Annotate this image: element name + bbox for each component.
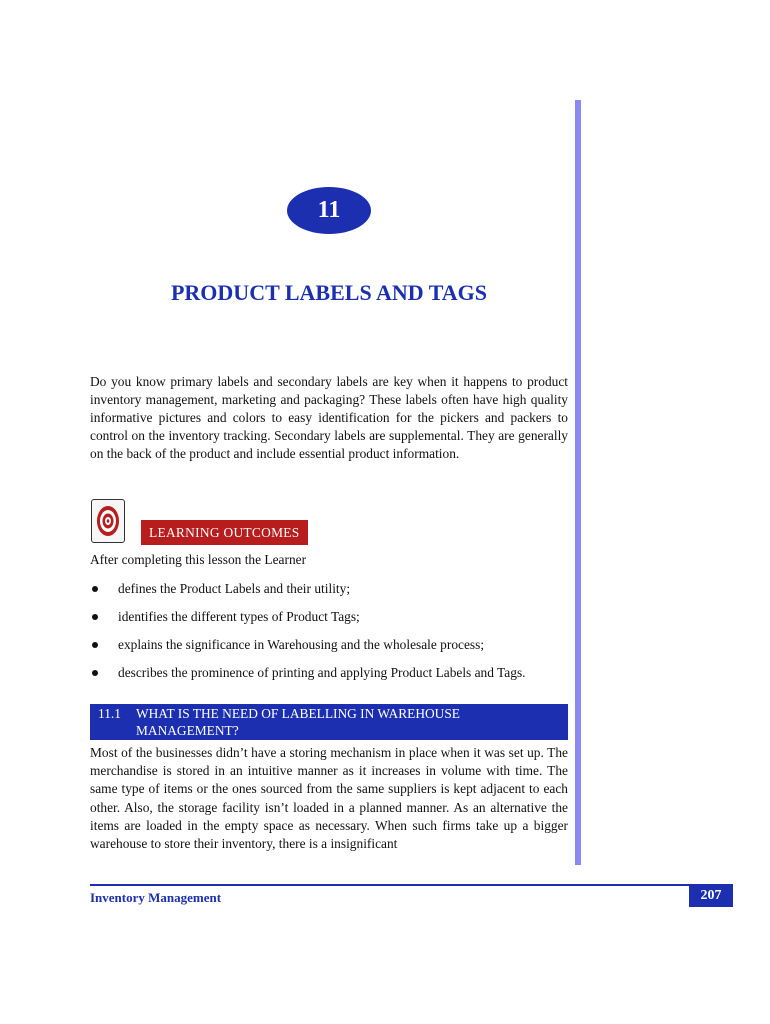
chapter-number-badge: 11 bbox=[287, 187, 371, 234]
bullet-icon bbox=[92, 586, 98, 592]
chapter-title: PRODUCT LABELS AND TAGS bbox=[170, 280, 488, 305]
footer-rule bbox=[90, 884, 733, 886]
section-heading-line1: WHAT IS THE NEED OF LABELLING IN WAREHOUSE bbox=[136, 706, 460, 721]
section-body-text: Most of the businesses didn’t have a storing mechanism in place when it was set up. The merchandise is stored in an intuitive manner as it increases in volume with time. The same type of items or the ones sourced from the same suppliers is kept adjacent to each other. Also, the storage facility isn’t loaded in a planned manner. As an alternative the items are loaded in the empty space as necessary. When such firms take up a bigger warehouse to store their inventory, there is a insignificant bbox=[90, 745, 568, 852]
bullet-icon bbox=[92, 642, 98, 648]
learning-outcomes-label: LEARNING OUTCOMES bbox=[141, 520, 308, 545]
outcomes-list bbox=[90, 580, 570, 692]
bullet-icon bbox=[92, 670, 98, 676]
section-heading bbox=[90, 704, 568, 740]
footer-book-title: Inventory Management bbox=[90, 890, 222, 905]
list-item bbox=[90, 608, 570, 636]
outcomes-lead-text: After completing this lesson the Learner bbox=[90, 552, 307, 567]
section-heading-line2: MANAGEMENT? bbox=[136, 723, 239, 738]
list-item bbox=[90, 664, 570, 692]
target-icon bbox=[91, 499, 125, 543]
margin-side-bar bbox=[575, 100, 581, 865]
list-item bbox=[90, 636, 570, 664]
section-number: 11.1 bbox=[98, 706, 121, 721]
page-number: 207 bbox=[689, 885, 733, 907]
intro-paragraph: Do you know primary labels and secondary labels are key when it happens to product inventory management, marketing and packaging? These labels often have high quality informative pictures and colors to easy identification for the pickers and packers to control on the inventory tracking. Secondary labels are supplemental. They are generally on the back of the product and include essential product information. bbox=[90, 374, 568, 461]
bullet-icon bbox=[92, 614, 98, 620]
outcome-text: identifies the different types of Product Tags; bbox=[118, 609, 360, 624]
outcome-text: describes the prominence of printing and applying Product Labels and Tags. bbox=[118, 665, 526, 680]
outcome-text: explains the significance in Warehousing and the wholesale process; bbox=[118, 637, 485, 652]
list-item bbox=[90, 580, 570, 608]
outcome-text: defines the Product Labels and their utility; bbox=[118, 581, 351, 596]
